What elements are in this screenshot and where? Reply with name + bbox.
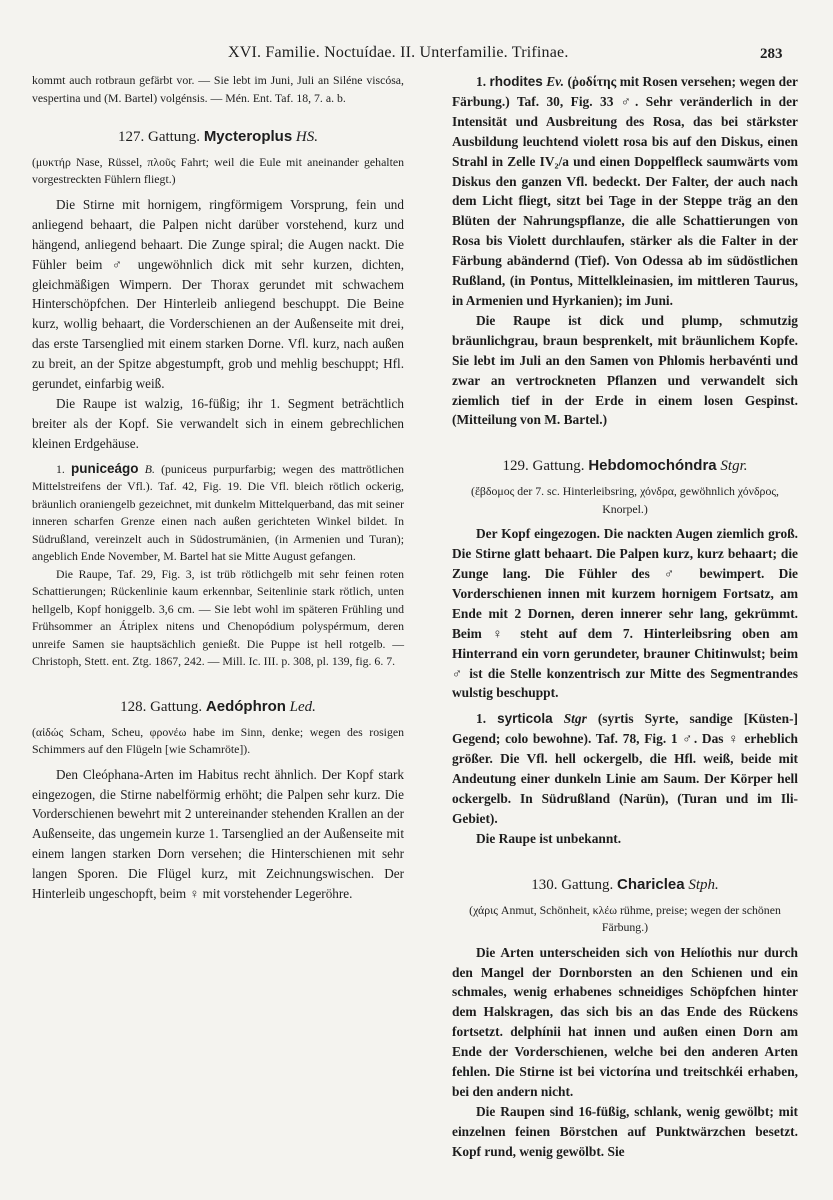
genus-heading-130 bbox=[452, 875, 798, 896]
genus-author: Stph. bbox=[688, 876, 719, 893]
species-larva: Die Raupe ist dick und plump, schmutzig bräunlichgrau, braun besprenkelt, mit bräunlichem Kopfe. Sie lebt im Juli an den Samen von Phlomis herbavénti und zwar an vertrockneten Pflanzen und verwandelt sich ziemlich tief in der Erde in einem losen Gespinst. (Mitteilung von M. Bartel.) bbox=[452, 312, 798, 428]
species-larva: Die Raupe ist unbekannt. bbox=[476, 830, 622, 846]
species-number: 1. bbox=[476, 74, 487, 89]
continued-text: kommt auch rotbraun gefärbt vor. — Sie lebt im Juni, Juli an Siléne viscósa, vespertina und (M. Bartel) volgénsis. — Mén. Ent. Taf. 18, 7. a. b. bbox=[32, 73, 404, 105]
genus-name: Hebdomochóndra bbox=[588, 457, 717, 475]
species-larva: Die Raupe, Taf. 29, Fig. 3, ist trüb rötlichgelb mit sehr feinen roten Schattierungen; Rückenlinie kaum erkennbar, Seitenlinie stark rötlich, unten hellgelb, Kopf honiggelb. 3,6 cm. — Sie lebt wohl im späteren Frühling und Frühsommer an Átriplex nitens und Chenopódium polyspérmum, deren unreife Samen sie hauptsächlich genießt. Die Puppe ist hell rotgelb. — Christoph, Stett. ent. Ztg. 1867, 242. — Mill. Ic. III. p. 308, pl. 139, fig. 6. 7. bbox=[32, 566, 404, 669]
species-name: rhodites bbox=[489, 74, 543, 89]
genus-number: 129. Gattung. bbox=[502, 458, 585, 475]
page-header bbox=[0, 40, 833, 68]
genus-description: Die Stirne mit hornigem, ringförmigem Vorsprung, fein und anliegend behaart, die Palpen nicht darüber vorstehend, kurz und hängend, anliegend behaart. Die Zunge spiral; die Augen nackt. Die Fühler beim ♂ ungewöhnlich dick mit sehr kurzen, dichten, gleichmäßigen Wimpern. Der Thorax gerundet mit schwachem Hinterschöpfchen. Der Hinterleib anliegend beschuppt. Die Beine kurz, wollig behaart, die Vorderschienen an der Außenseite mit drei, das erste Tarsenglied mit einem starken Dorne. Vfl. kurz, nach außen zu breit, an der Spitze abgestumpft, grob und mehlig beschuppt; Hfl. gerundet, einfarbig weiß. bbox=[32, 196, 404, 392]
genus-heading-127 bbox=[32, 127, 404, 148]
genus-number: 127. Gattung. bbox=[117, 129, 201, 145]
genus-description: Die Arten unterscheiden sich von Helíothis nur durch den Mangel der Dornborsten an den Schienen und ein schmales, wenig erhabenes schneidiges Schöpfchen hinter dem Halskragen, das sich bis an das Ende des Rückens fortsetzt. delphínii hat innen und außen einen Dorn am Ende der Vorderschienen, welche bei den anderen Arten fehlen. Die Stirne ist bei victorína und treitschkéi erhaben, bei den andern nicht. bbox=[452, 944, 798, 1099]
species-name: syrticola bbox=[497, 711, 553, 727]
right-column bbox=[452, 72, 798, 1162]
genus-number: 128. Gattung. bbox=[120, 698, 203, 715]
genus-author: HS. bbox=[295, 129, 319, 145]
page-number: 283 bbox=[760, 46, 783, 62]
genus-larva: Die Raupen sind 16-füßig, schlank, wenig gewölbt; mit einzelnen feinen Börstchen auf Punktwärzchen besetzt. Kopf rund, wenig gewölbt. Sie bbox=[452, 1103, 798, 1159]
genus-etymology: (αἰδώς Scham, Scheu, φρονέω habe im Sinn, denke; wegen des rosigen Schimmers auf den Flügeln [wie Schamröte]). bbox=[32, 724, 404, 757]
species-entry bbox=[452, 709, 798, 828]
species-number: 1. bbox=[56, 461, 65, 476]
species-entry bbox=[32, 460, 404, 566]
species-author: B. bbox=[144, 461, 155, 476]
species-text: (syrtis Syrte, sandige [Küsten-] Gegend; colo bewohne). Taf. 78, Fig. 1 ♂. Das ♀ erheblich größer. Die Vfl. hell ockergelb, die Hfl. weiß, beide mit Andeutung einer dunkeln Linie am Saum. Der Körper hell ockergelb. In Südrußland (Narün), (Turan und im Ili-Gebiet). bbox=[452, 711, 798, 826]
genus-description: Der Kopf eingezogen. Die nackten Augen ziemlich groß. Die Stirne glatt behaart. Die Palpen kurz, kurz behaart; die Zunge lang. Die Fühler des ♂ bewimpert. Die Vorderschienen innen mit kurzem hornigem Fortsatz, am Ende mit 2 Dornen, deren innerer sehr lang, gekrümmt. Beim ♀ steht auf dem 7. Hinterleibsring oben am Hinterrand ein vorn gerundeter, brauner Chitinwulst; beim ♂ ist die Stelle konzentrisch zur Mitte des Segmentrandes wulstig beschuppt. bbox=[452, 526, 798, 701]
genus-number: 130. Gattung. bbox=[531, 876, 614, 893]
left-column bbox=[32, 72, 404, 904]
genus-heading-128 bbox=[32, 697, 404, 718]
species-text: (puniceus purpurfarbig; wegen des mattrötlichen Mittelstreifens der Vfl.). Taf. 42, Fig. 19. Die Vfl. bleich rötlich ockerig, bräunlich oraniengelb gezeichnet, mit dunkelm Mittelquerband, das mit seiner inneren scharfen Grenze einen nach außen gerichteten Winkel bildet. In Südrußland, vereinzelt auch in Südostrumänien, (in Armenien und Turan); angeblich Ende November, M. Bartel hat sie Mitte August gefangen. bbox=[32, 461, 404, 564]
species-entry bbox=[452, 72, 798, 311]
genus-heading-129 bbox=[452, 456, 798, 477]
running-head: XVI. Familie. Noctuídae. II. Unterfamilie. Trifinae. bbox=[228, 44, 569, 61]
genus-name: Aedóphron bbox=[205, 697, 286, 715]
genus-etymology: (ἕβδομος der 7. sc. Hinterleibsring, χόνδρα, gewöhnlich χόνδρος, Knorpel.) bbox=[471, 484, 779, 516]
genus-name: Mycteroplus bbox=[203, 128, 293, 145]
genus-etymology: (χάρις Anmut, Schönheit, κλέω rühme, preise; wegen der schönen Färbung.) bbox=[469, 902, 781, 935]
genus-etymology: (μυκτήρ Nase, Rüssel, πλοῦς Fahrt; weil die Eule mit aneinander gehalten vorgestreckten Fühlern fliegt.) bbox=[32, 154, 404, 187]
genus-author: Led. bbox=[289, 698, 316, 715]
genus-larva: Die Raupe ist walzig, 16-füßig; ihr 1. Segment beträchtlich breiter als der Kopf. Sie verwandelt sich in einem gebrechlichen kleinen Erdgehäuse. bbox=[32, 395, 404, 451]
species-author: Stgr bbox=[563, 711, 587, 727]
species-author: Ev. bbox=[546, 74, 564, 89]
species-name: puniceágo bbox=[71, 460, 139, 476]
genus-author: Stgr. bbox=[720, 458, 748, 475]
genus-description: Den Cleóphana-Arten im Habitus recht ähnlich. Der Kopf stark eingezogen, die Stirne nabelförmig erhöht; die Palpen sehr kurz. Die Vorderschienen bewehrt mit 2 untereinander stehenden Krallen an der Außenseite, das ungemein kurze 1. Tarsenglied an der Außenseite mit einem langen starken Dorn versehen; die Hinterschienen mit sehr langen Sporen. Die Flügel kurz, mit Zeichnungswischen. Der Hinterleib ungeschopft, beim ♀ mit vorstehender Legeröhre. bbox=[32, 766, 404, 902]
genus-name: Chariclea bbox=[617, 875, 685, 893]
species-text: (ῥοδίτης mit Rosen versehen; wegen der Färbung.) Taf. 30, Fig. 33 ♂. Sehr veränderlich in der Intensität und Ausbreitung des Rosa, das bei stärkster Ausbildung leuchtend violett rosa bis auf den Diskus, einen Strahl in Zelle IV₂/a und einen Doppelfleck saumwärts vom Diskus den ganzen Vfl. bedeckt. Der Falter, der auch nach dem Licht fliegt, sitzt bei Tage in der Steppe träg an den Blüten der Nahrungspflanze, die alle Schattierungen von Rosa bis Violett durchlaufen, stärker als die Falter in der Färbung abändernd (Tief). Von Odessa ab im südöstlichen Rußland, (in Pontus, Mittelkleinasien, im mittleren Taurus, in Armenien und Hyrkanien); im Juni. bbox=[452, 74, 798, 308]
species-number: 1. bbox=[476, 711, 487, 727]
